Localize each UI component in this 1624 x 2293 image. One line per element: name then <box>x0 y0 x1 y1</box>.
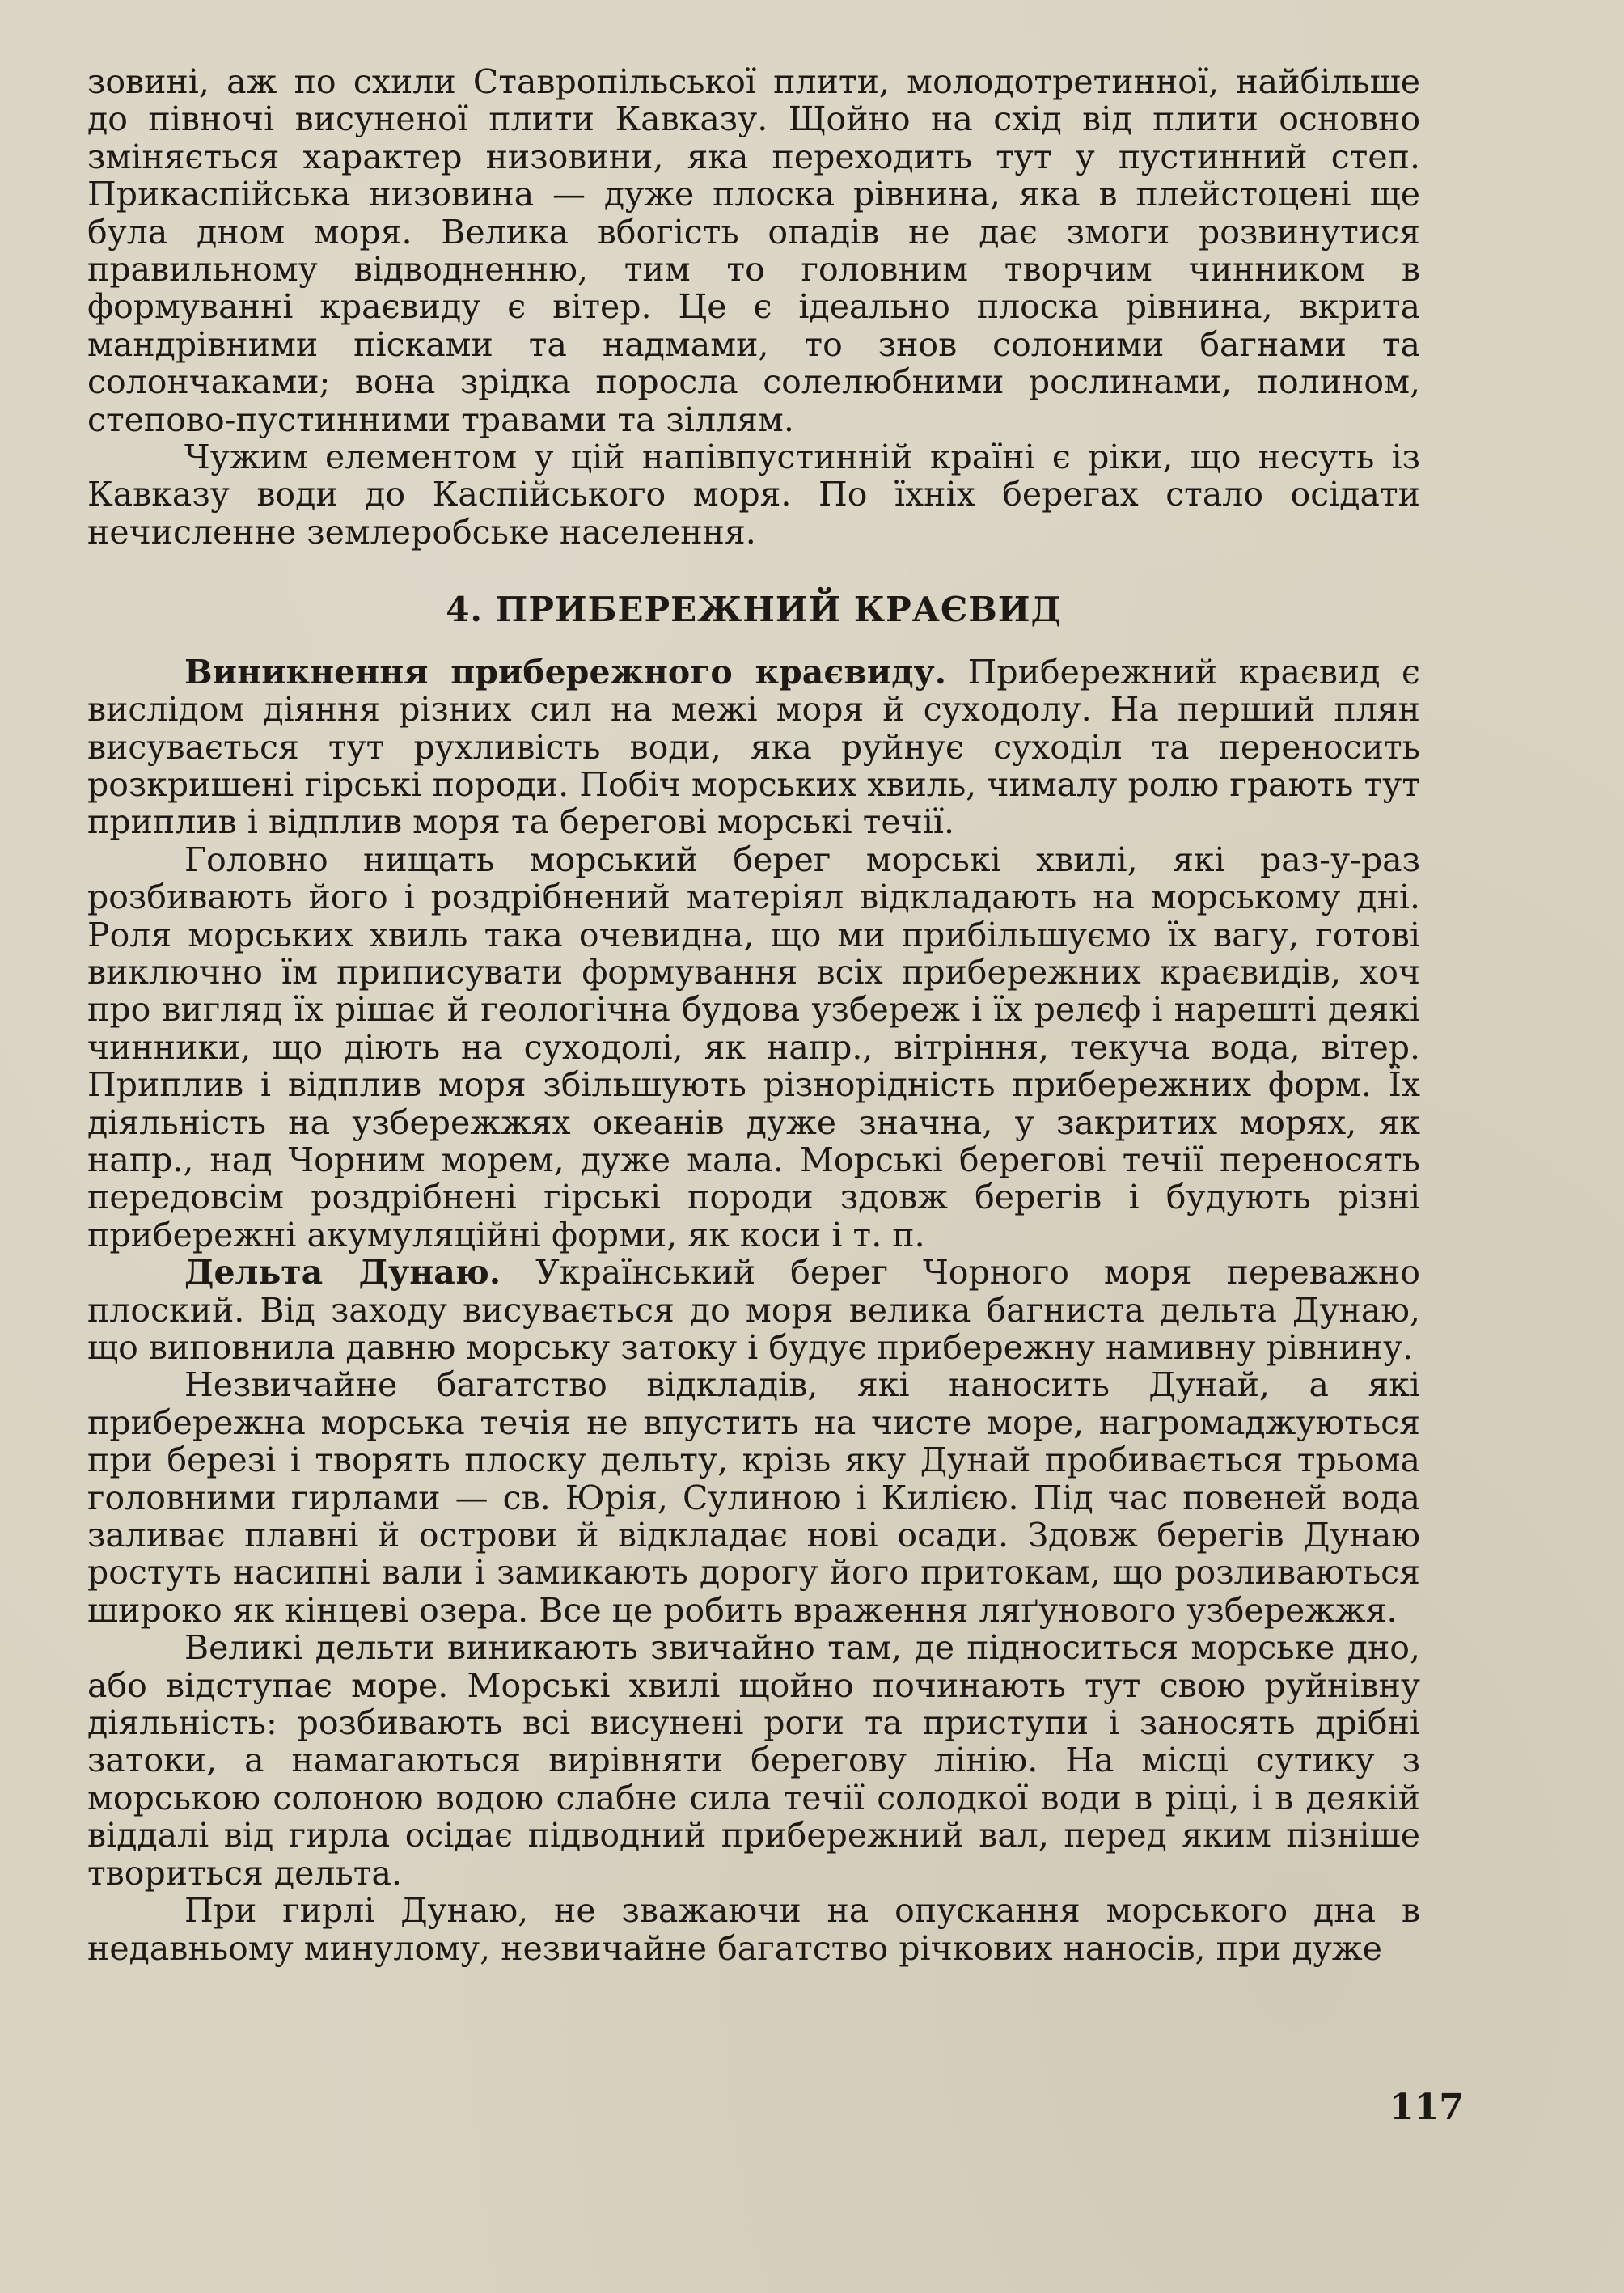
paragraph-origin <box>87 654 1420 841</box>
paragraph-rivers: Чужим елементом у цій напівпустинній країні є ріки, що несуть із Кавказу води до Каспійського моря. По їхніх берегах стало осідати нечисленне землеробське населення. <box>87 438 1420 552</box>
paragraph-great-deltas <box>87 1629 1420 1892</box>
paragraph-caspian-lowland: зовині, аж по схили Ставропільської плити, молодотретинної, найбільше до півночі висуненої плити Кавказу. Щойно на схід від плити основно зміняється характер низовини, яка переходить тут у пустинний степ. Прикаспійська низовина — дуже плоска рівнина, яка в плейстоцені ще була дном моря. Велика вбогість опадів не дає змоги розвинутися правильному відводненню, тим то головним творчим чинником в формуванні краєвиду є вітер. Це є ідеально плоска рівнина, вкрита мандрівними пісками та надмами, то знов солоними багнами та солончаками; вона зрідка поросла солелюбними рослинами, полином, степово-пустинними травами та зіллям. <box>87 62 1420 439</box>
paragraph-body: Великі дельти виникають звичайно там, де підноситься морське дно, або відступає море. Морські хвилі щойно починають тут свою руйнівну діяльність: розбивають всі висунені роги та приступи і заносять дрібні затоки, а намагаються вирівняти берегову лінію. На місці сутику з морською солоною водою слабне сила течії солодкої води в ріці, і в деякій віддалі від гирла осідає підводний прибережний вал, перед яким пізніше твориться дельта. <box>87 1628 1420 1893</box>
paragraph-deposits <box>87 1366 1420 1629</box>
paragraph-lead: Виникнення прибережного краєвиду. <box>184 652 947 692</box>
paragraph-body: Головно нищать морський берег морські хвилі, які раз-у-раз розбивають його і роздрібнений матеріял відкладають на морському дні. Роля морських хвиль така очевидна, що ми прибільшуємо їх вагу, готові виключно їм приписувати формування всіх прибережних краєвидів, хоч про вигляд їх рішає й геологічна будова узбереж і їх релєф і нарешті деякі чинники, що діють на суходолі, як напр., вітріння, текуча вода, вітер. Приплив і відплив моря збільшують різнорідність прибережних форм. Їх діяльність на узбережжях океанів дуже значна, у закритих морях, як напр., над Чорним морем, дуже мала. Морські берегові течії переносять передовсім роздрібнені гірські породи здовж берегів і будують різні прибережні акумуляційні форми, як коси і т. п. <box>87 840 1420 1254</box>
paragraph-danube-mouth <box>87 1892 1420 1967</box>
section-heading: 4. ПРИБЕРЕЖНИЙ КРАЄВИД <box>446 590 1062 630</box>
paragraph-body: При гирлі Дунаю, не зважаючи на опускання морського дна в недавньому минулому, незвичайне багатство річкових наносів, при дуже <box>87 1891 1420 1968</box>
paragraph-waves <box>87 841 1420 1254</box>
page-number: 117 <box>1389 2087 1464 2128</box>
paragraph-body: Незвичайне багатство відкладів, які наносить Дунай, а які прибережна морська течія не впустить на чисте море, нагромаджуються при березі і творять плоску дельту, крізь яку Дунай пробивається трьома головними гирлами — св. Юрія, Сулиною і Килією. Під час повеней вода заливає плавні й острови й відкладає нові осади. Здовж берегів Дунаю ростуть насипні вали і замикають дорогу його притокам, що розливаються широко як кінцеві озера. Все це робить враження ляґунового узбережжя. <box>87 1365 1420 1630</box>
paragraph-danube-delta <box>87 1254 1420 1366</box>
paragraph-body: Український берег Чорного моря переважно плоский. Від заходу висувається до моря велика багниста дельта Дунаю, що виповнила давню морську затоку і будує прибережну намивну рівнину. <box>87 1253 1420 1367</box>
paragraph-body: Прибережний краєвид є вислідом діяння різних сил на межі моря й суходолу. На перший плян висувається тут рухливість води, яка руйнує суходіл та переносить розкришені гірські породи. Побіч морських хвиль, чималу ролю грають тут приплив і відплив моря та берегові морські течії. <box>87 652 1420 842</box>
paragraph-lead: Дельта Дунаю. <box>184 1253 501 1292</box>
page-text <box>87 63 1420 1967</box>
